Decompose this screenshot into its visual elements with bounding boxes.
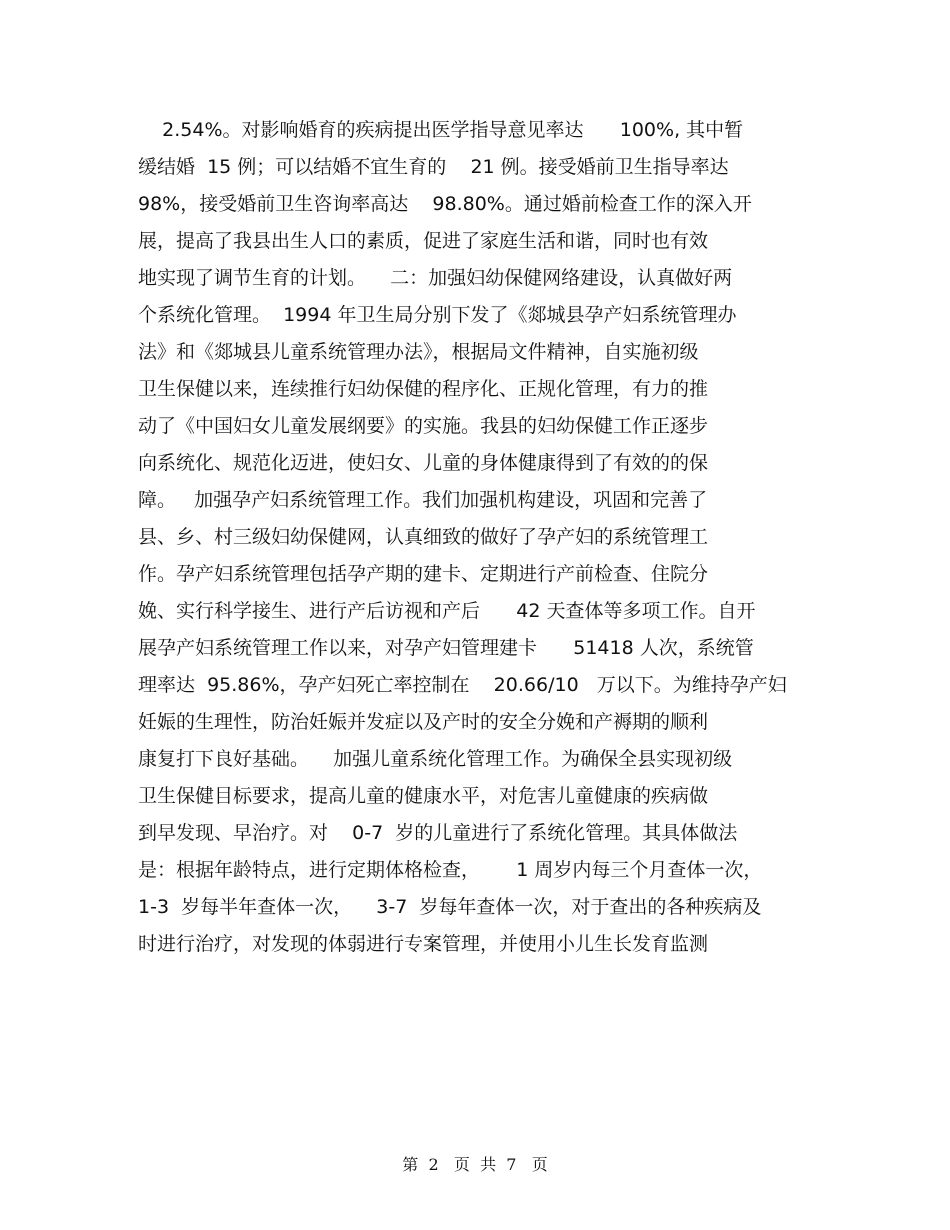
text-line: 妊娠的生理性，防治妊娠并发症以及产时的安全分娩和产褥期的顺利 <box>138 711 709 733</box>
text-line: 展，提高了我县出生人口的素质，促进了家庭生活和谐，同时也有效 <box>138 230 709 252</box>
text-line: 展孕产妇系统管理工作以来，对孕产妇管理建卡 51418 人次，系统管 <box>138 637 754 659</box>
text-line: 地实现了调节生育的计划。 二：加强妇幼保健网络建设，认真做好两 <box>138 267 733 289</box>
text-line: 卫生保健以来，连续推行妇幼保健的程序化、正规化管理，有力的推 <box>138 378 709 400</box>
text-line: 2.54%。对影响婚育的疾病提出医学指导意见率达 100%, 其中暂 <box>138 119 744 141</box>
text-line: 时进行治疗，对发现的体弱进行专案管理，并使用小儿生长发育监测 <box>138 933 709 955</box>
text-line: 障。 加强孕产妇系统管理工作。我们加强机构建设，巩固和完善了 <box>138 489 708 511</box>
text-line: 98%，接受婚前卫生咨询率高达 98.80%。通过婚前检查工作的深入开 <box>138 193 752 215</box>
text-line: 到早发现、早治疗。对 0-7 岁的儿童进行了系统化管理。其具体做法 <box>138 822 738 844</box>
text-line: 个系统化管理。 1994 年卫生局分别下发了《郯城县孕产妇系统管理办 <box>138 304 737 326</box>
text-line: 县、乡、村三级妇幼保健网，认真细致的做好了孕产妇的系统管理工 <box>138 526 709 548</box>
text-line: 是：根据年龄特点，进行定期体格检查， 1 周岁内每三个月查体一次， <box>138 859 763 881</box>
text-line: 卫生保健目标要求，提高儿童的健康水平，对危害儿童健康的疾病做 <box>138 785 709 807</box>
body-text <box>138 112 818 963</box>
page-number-footer: 第 2 页 共 7 页 <box>402 1155 548 1174</box>
text-line: 法》和《郯城县儿童系统管理办法》，根据局文件精神，自实施初级 <box>138 341 699 363</box>
text-line: 娩、实行科学接生、进行产后访视和产后 42 天查体等多项工作。自开 <box>138 600 756 622</box>
text-line: 向系统化、规范化迈进，使妇女、儿童的身体健康得到了有效的的保 <box>138 452 709 474</box>
text-line: 作。孕产妇系统管理包括孕产期的建卡、定期进行产前检查、住院分 <box>138 563 709 585</box>
text-line: 缓结婚 15 例；可以结婚不宜生育的 21 例。接受婚前卫生指导率达 <box>138 156 729 178</box>
text-line: 1-3 岁每半年查体一次， 3-7 岁每年查体一次，对于查出的各种疾病及 <box>138 896 762 918</box>
text-line: 动了《中国妇女儿童发展纲要》的实施。我县的妇幼保健工作正逐步 <box>138 415 709 437</box>
text-line: 理率达 95.86%，孕产妇死亡率控制在 20.66/10 万以下。为维持孕产妇 <box>138 674 787 696</box>
text-line: 康复打下良好基础。 加强儿童系统化管理工作。为确保全县实现初级 <box>138 748 733 770</box>
